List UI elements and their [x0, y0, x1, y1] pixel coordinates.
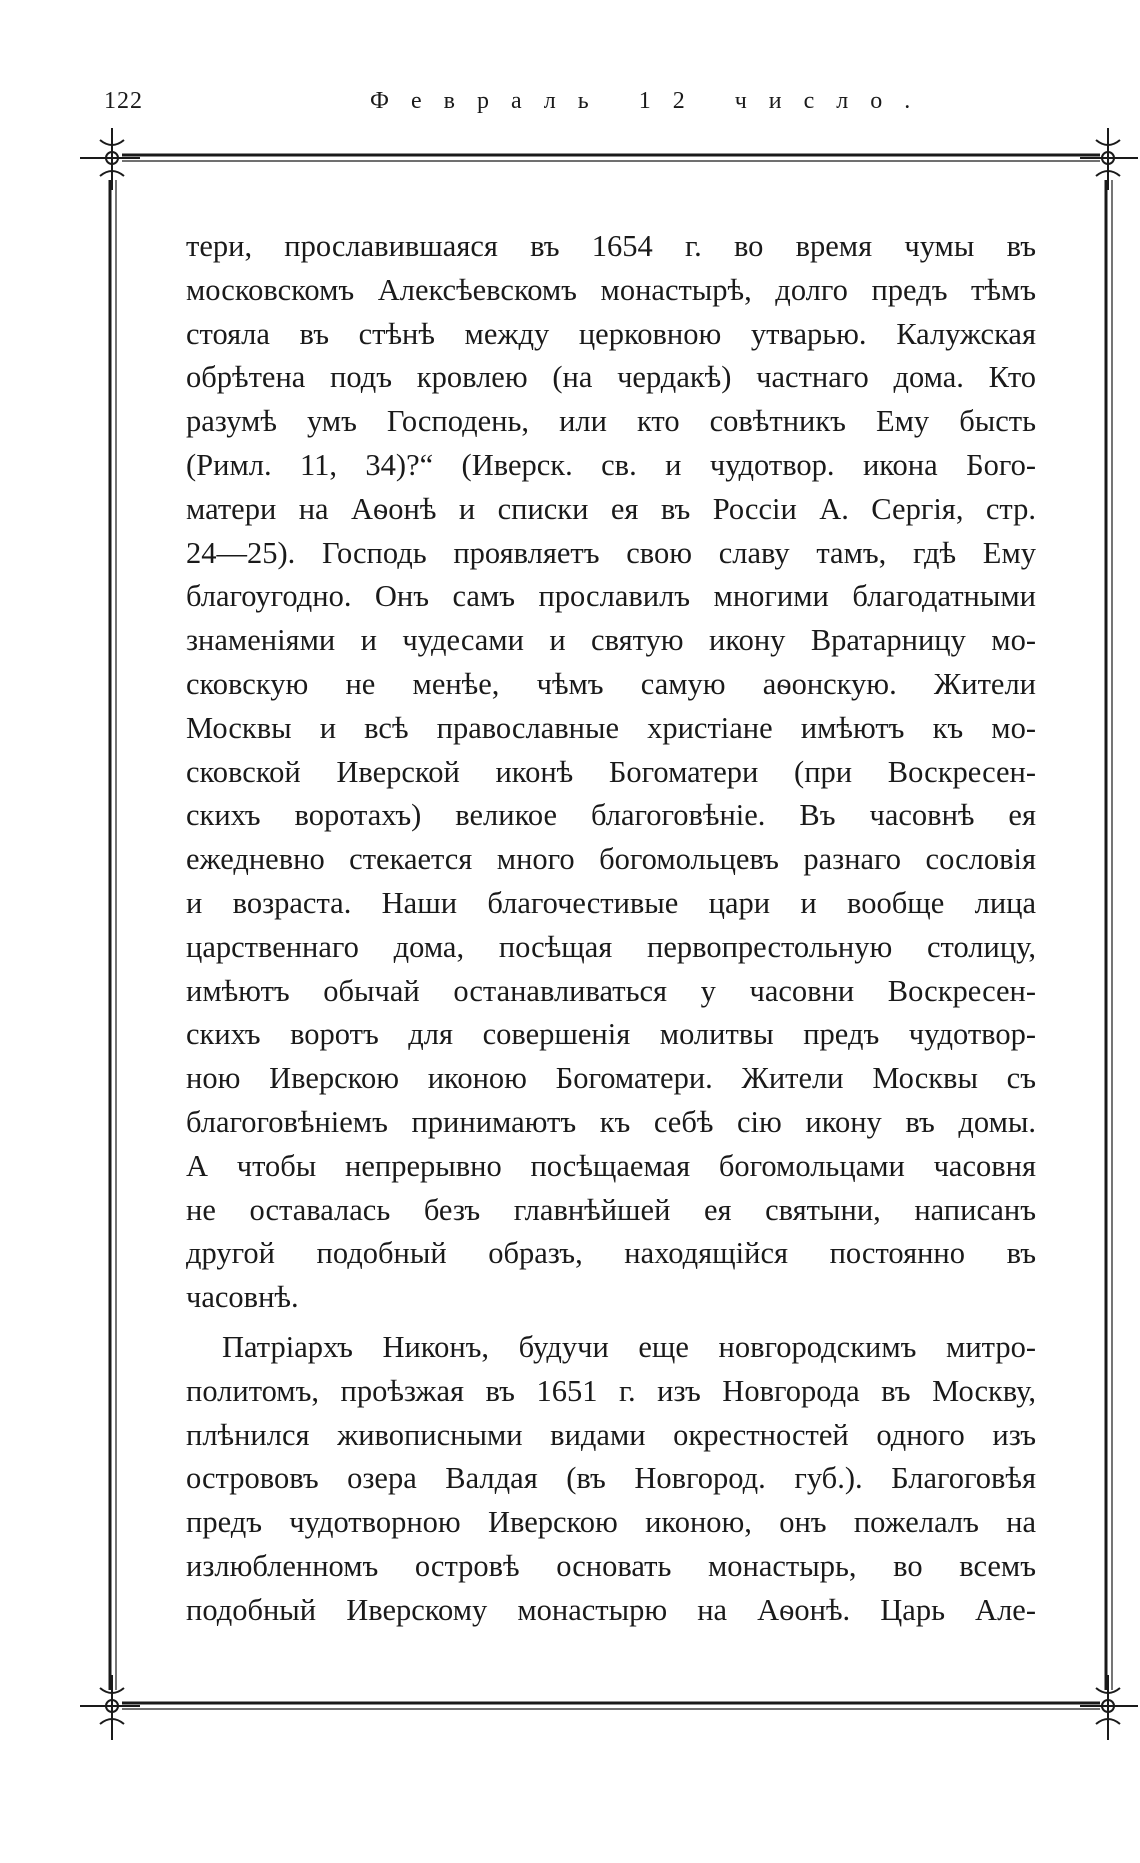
- text-line: знаменіями и чудесами и святую икону Вратарницу мо-: [186, 623, 1036, 658]
- text-line: часовнѣ.: [186, 1280, 299, 1315]
- text-line: ною Иверскою иконою Богоматери. Жители Москвы съ: [186, 1061, 1036, 1096]
- text-line: сковской Иверской иконѣ Богоматери (при Воскресен-: [186, 754, 1036, 789]
- text-line: разумѣ умъ Господень, или кто совѣтникъ Ему бысть: [186, 404, 1036, 439]
- text-line: царственнаго дома, посѣщая первопрестольную столицу,: [186, 929, 1036, 964]
- text-line: скихъ воротахъ) великое благоговѣніе. Въ часовнѣ ея: [186, 798, 1036, 833]
- text-line: острововъ озера Валдая (въ Новгород. губ.). Благоговѣя: [186, 1461, 1036, 1496]
- text-line: скихъ воротъ для совершенія молитвы предъ чудотвор-: [186, 1017, 1036, 1052]
- text-line: 24—25). Господь проявляетъ свою славу тамъ, гдѣ Ему: [186, 535, 1036, 570]
- text-line: не оставалась безъ главнѣйшей ея святыни, написанъ: [186, 1192, 1036, 1227]
- text-line: Патріархъ Никонъ, будучи еще новгородскимъ митро-: [222, 1329, 1036, 1364]
- text-line: матери на Аѳонѣ и списки ея въ Россіи А. Сергія, стр.: [186, 491, 1036, 526]
- text-line: благоугодно. Онъ самъ прославилъ многими благодатными: [186, 579, 1036, 614]
- text-line: политомъ, проѣзжая въ 1651 г. изъ Новгорода въ Москву,: [186, 1373, 1036, 1408]
- text-line: имѣютъ обычай останавливаться у часовни Воскресен-: [186, 973, 1036, 1008]
- text-line: московскомъ Алексѣевскомъ монастырѣ, долго предъ тѣмъ: [186, 272, 1036, 307]
- text-line: (Римл. 11, 34)?“ (Иверск. св. и чудотвор. икона Бого-: [186, 447, 1036, 482]
- page-number: 122: [104, 88, 143, 114]
- text-line: излюбленномъ островѣ основать монастырь, во всемъ: [186, 1548, 1036, 1583]
- text-line: подобный Иверскому монастырю на Аѳонѣ. Царь Але-: [186, 1592, 1036, 1627]
- text-line: и возраста. Наши благочестивые цари и вообще лица: [186, 885, 1036, 920]
- text-line: Москвы и всѣ православные христіане имѣютъ къ мо-: [186, 710, 1036, 745]
- text-line: другой подобный образъ, находящійся постоянно въ: [186, 1236, 1036, 1271]
- text-line: ежедневно стекается много богомольцевъ разнаго сословія: [186, 842, 1036, 877]
- text-line: сковскую не менѣе, чѣмъ самую аѳонскую. Жители: [186, 666, 1036, 701]
- body-text: [186, 225, 1036, 1633]
- text-line: предъ чудотворною Иверскою иконою, онъ пожелалъ на: [186, 1505, 1036, 1540]
- text-line: обрѣтена подъ кровлею (на чердакѣ) частнаго дома. Кто: [186, 360, 1036, 395]
- text-line: плѣнился живописными видами окрестностей одного изъ: [186, 1417, 1036, 1452]
- running-head: Февраль 12 число.: [370, 88, 933, 114]
- text-line: благоговѣніемъ принимаютъ къ себѣ сію икону въ домы.: [186, 1104, 1036, 1139]
- paragraph-1: [186, 225, 1036, 1320]
- text-line: тери, прославившаяся въ 1654 г. во время чумы въ: [186, 229, 1036, 263]
- corner-ornament-bottom-right: [1080, 1675, 1138, 1740]
- text-line: А чтобы непрерывно посѣщаемая богомольцами часовня: [186, 1148, 1036, 1183]
- paragraph-2: [186, 1326, 1036, 1633]
- corner-ornament-top-right: [1080, 128, 1138, 190]
- text-line: стояла въ стѣнѣ между церковною утварью. Калужская: [186, 316, 1036, 351]
